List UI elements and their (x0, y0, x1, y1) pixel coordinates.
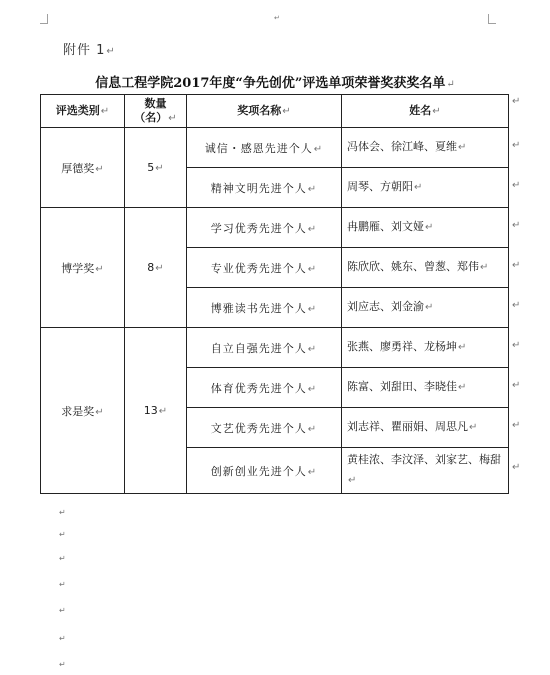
winner-names-cell: 周琴、方朝阳↵ (342, 168, 509, 208)
count-cell: 5↵ (125, 128, 187, 208)
award-name-cell: 精神文明先进个人↵ (187, 168, 342, 208)
row-end-mark: ↵ (512, 420, 521, 431)
row-end-mark: ↵ (512, 380, 521, 391)
award-name-cell: 学习优秀先进个人↵ (187, 208, 342, 248)
header-count: 数量 （名）↵ (125, 95, 187, 128)
attachment-label (63, 39, 116, 58)
document-title-text: 信息工程学院2017年度“争先创优”评选单项荣誉奖获奖名单 (95, 76, 446, 91)
empty-paragraph-mark: ↵ (59, 634, 66, 643)
attachment-label-text: 附件 1 (63, 43, 106, 58)
award-name-cell: 诚信・感恩先进个人↵ (187, 128, 342, 168)
count-cell: 8↵ (125, 208, 187, 328)
empty-paragraph-mark: ↵ (59, 554, 66, 563)
empty-paragraph-mark: ↵ (59, 530, 66, 539)
header-award: 奖项名称↵ (187, 95, 342, 128)
document-title (40, 72, 510, 91)
header-names: 姓名↵ (342, 95, 509, 128)
row-end-mark: ↵ (512, 180, 521, 191)
row-end-mark: ↵ (512, 340, 521, 351)
row-end-mark: ↵ (512, 300, 521, 311)
margin-corner-top-left (40, 14, 48, 24)
row-end-mark: ↵ (512, 220, 521, 231)
winner-names-cell: 黄桂浓、李汶泽、刘家艺、梅甜↵ (342, 448, 509, 494)
winner-names-cell: 刘应志、刘金渝↵ (342, 288, 509, 328)
award-name-cell: 创新创业先进个人↵ (187, 448, 342, 494)
row-end-mark: ↵ (512, 260, 521, 271)
award-name-cell: 体育优秀先进个人↵ (187, 368, 342, 408)
count-cell: 13↵ (125, 328, 187, 494)
paragraph-mark: ↵ (446, 79, 455, 90)
winner-names-cell: 冯体会、徐江峰、夏维↵ (342, 128, 509, 168)
award-name-cell: 专业优秀先进个人↵ (187, 248, 342, 288)
empty-paragraph-mark: ↵ (59, 606, 66, 615)
table-row (41, 208, 509, 248)
category-cell: 博学奖↵ (41, 208, 125, 328)
margin-corner-top-right (488, 14, 496, 24)
row-end-mark: ↵ (512, 96, 521, 107)
empty-paragraph-mark: ↵ (59, 580, 66, 589)
empty-paragraph-mark: ↵ (59, 508, 66, 517)
award-name-cell: 文艺优秀先进个人↵ (187, 408, 342, 448)
table-row (41, 128, 509, 168)
winner-names-cell: 刘志祥、瞿丽娟、周思凡↵ (342, 408, 509, 448)
category-cell: 厚德奖↵ (41, 128, 125, 208)
empty-paragraph-mark: ↵ (59, 660, 66, 669)
category-cell: 求是奖↵ (41, 328, 125, 494)
paragraph-mark: ↵ (106, 46, 116, 57)
header-paragraph-mark: ↵ (274, 14, 280, 22)
table-row (41, 328, 509, 368)
winner-names-cell: 张燕、廖勇祥、龙杨坤↵ (342, 328, 509, 368)
table-header-row (41, 95, 509, 128)
award-name-cell: 自立自强先进个人↵ (187, 328, 342, 368)
awards-table (40, 94, 509, 494)
award-name-cell: 博雅读书先进个人↵ (187, 288, 342, 328)
winner-names-cell: 陈富、刘甜田、李晓佳↵ (342, 368, 509, 408)
winner-names-cell: 冉鹏雁、刘文娅↵ (342, 208, 509, 248)
winner-names-cell: 陈欣欣、姚东、曾葱、郑伟↵ (342, 248, 509, 288)
row-end-mark: ↵ (512, 140, 521, 151)
row-end-mark: ↵ (512, 462, 521, 473)
header-category: 评选类别↵ (41, 95, 125, 128)
